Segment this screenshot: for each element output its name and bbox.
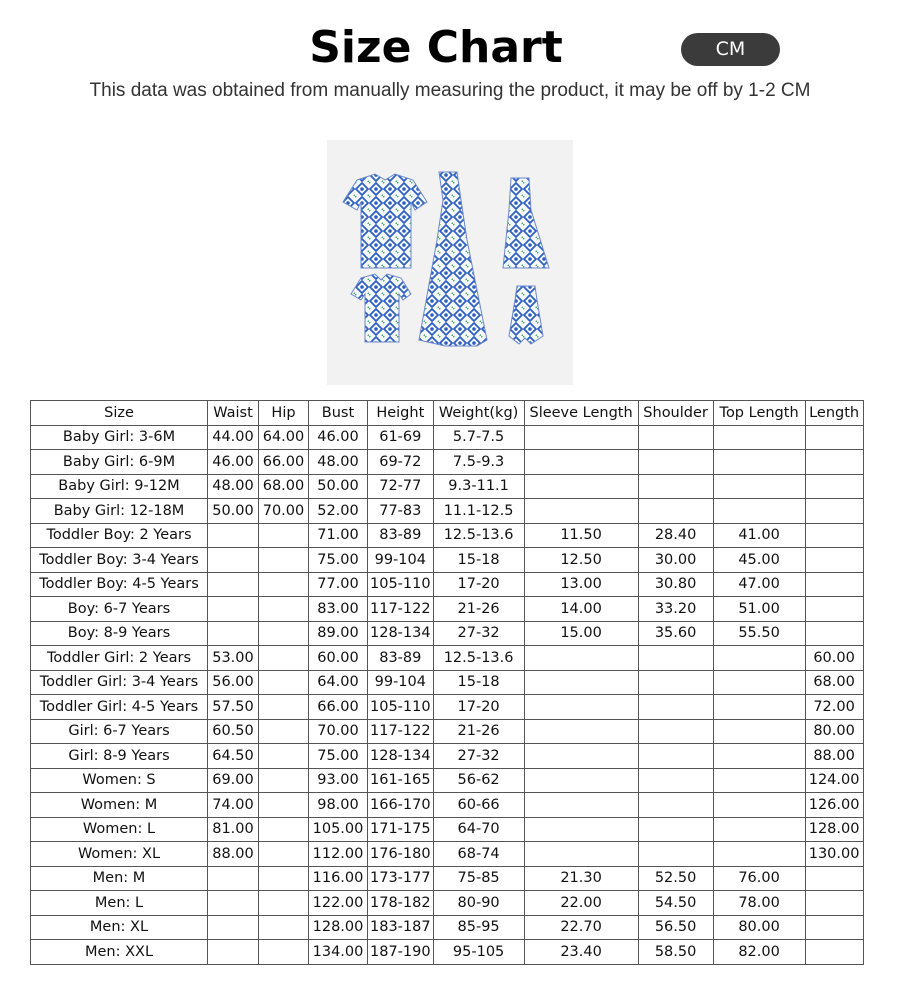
size-label-cell: Boy: 6-7 Years xyxy=(31,597,208,622)
table-cell xyxy=(524,425,638,450)
table-cell: 7.5-9.3 xyxy=(433,450,524,475)
table-cell: 60.00 xyxy=(309,646,368,671)
table-header xyxy=(31,401,864,426)
table-cell: 70.00 xyxy=(259,499,309,524)
table-cell: 105.00 xyxy=(309,817,368,842)
table-row xyxy=(31,425,864,450)
table-row xyxy=(31,891,864,916)
table-cell xyxy=(208,866,259,891)
table-cell xyxy=(638,474,713,499)
size-label-cell: Baby Girl: 3-6M xyxy=(31,425,208,450)
table-cell xyxy=(638,768,713,793)
column-header: Waist xyxy=(208,401,259,426)
table-cell xyxy=(259,891,309,916)
unit-toggle-button[interactable]: CM xyxy=(681,33,780,66)
table-cell xyxy=(259,817,309,842)
table-cell xyxy=(805,523,863,548)
table-cell xyxy=(638,719,713,744)
table-row xyxy=(31,817,864,842)
page-title: Size Chart xyxy=(309,22,563,73)
table-cell xyxy=(524,744,638,769)
table-cell: 46.00 xyxy=(208,450,259,475)
column-header: Hip xyxy=(259,401,309,426)
size-label-cell: Women: S xyxy=(31,768,208,793)
table-cell: 161-165 xyxy=(368,768,434,793)
table-cell xyxy=(259,670,309,695)
table-cell: 69-72 xyxy=(368,450,434,475)
table-cell xyxy=(805,450,863,475)
table-cell: 88.00 xyxy=(208,842,259,867)
table-cell xyxy=(713,646,805,671)
table-cell: 27-32 xyxy=(433,744,524,769)
table-cell: 44.00 xyxy=(208,425,259,450)
table-cell: 56-62 xyxy=(433,768,524,793)
table-cell: 77-83 xyxy=(368,499,434,524)
table-body xyxy=(31,425,864,964)
table-cell: 88.00 xyxy=(805,744,863,769)
table-cell: 46.00 xyxy=(309,425,368,450)
table-cell: 75-85 xyxy=(433,866,524,891)
table-cell xyxy=(208,915,259,940)
table-cell: 60.50 xyxy=(208,719,259,744)
table-cell xyxy=(208,621,259,646)
table-cell xyxy=(259,793,309,818)
size-chart-table xyxy=(30,400,864,965)
table-cell: 50.00 xyxy=(309,474,368,499)
table-cell xyxy=(713,719,805,744)
table-cell xyxy=(805,866,863,891)
table-cell: 93.00 xyxy=(309,768,368,793)
table-cell: 72-77 xyxy=(368,474,434,499)
table-cell: 15.00 xyxy=(524,621,638,646)
table-cell: 183-187 xyxy=(368,915,434,940)
size-label-cell: Toddler Girl: 3-4 Years xyxy=(31,670,208,695)
size-label-cell: Toddler Girl: 4-5 Years xyxy=(31,695,208,720)
table-cell: 116.00 xyxy=(309,866,368,891)
table-cell: 35.60 xyxy=(638,621,713,646)
table-cell xyxy=(805,891,863,916)
table-cell xyxy=(638,425,713,450)
table-cell xyxy=(805,597,863,622)
table-cell: 57.50 xyxy=(208,695,259,720)
table-cell: 76.00 xyxy=(713,866,805,891)
table-cell: 83-89 xyxy=(368,646,434,671)
table-cell: 56.50 xyxy=(638,915,713,940)
table-row xyxy=(31,695,864,720)
table-cell: 80-90 xyxy=(433,891,524,916)
table-cell: 11.50 xyxy=(524,523,638,548)
table-cell xyxy=(259,695,309,720)
table-cell xyxy=(713,425,805,450)
size-label-cell: Toddler Girl: 2 Years xyxy=(31,646,208,671)
size-label-cell: Baby Girl: 9-12M xyxy=(31,474,208,499)
table-cell: 48.00 xyxy=(208,474,259,499)
table-cell: 95-105 xyxy=(433,940,524,965)
table-cell: 50.00 xyxy=(208,499,259,524)
size-label-cell: Toddler Boy: 2 Years xyxy=(31,523,208,548)
table-cell: 171-175 xyxy=(368,817,434,842)
table-cell: 68.00 xyxy=(805,670,863,695)
table-row xyxy=(31,523,864,548)
table-row xyxy=(31,597,864,622)
size-label-cell: Girl: 6-7 Years xyxy=(31,719,208,744)
table-cell xyxy=(713,450,805,475)
table-cell: 75.00 xyxy=(309,548,368,573)
table-cell xyxy=(638,695,713,720)
table-cell xyxy=(713,817,805,842)
table-cell xyxy=(524,474,638,499)
table-cell: 117-122 xyxy=(368,597,434,622)
table-cell: 47.00 xyxy=(713,572,805,597)
table-cell xyxy=(208,891,259,916)
table-cell: 12.50 xyxy=(524,548,638,573)
table-cell: 126.00 xyxy=(805,793,863,818)
table-cell: 12.5-13.6 xyxy=(433,523,524,548)
table-cell xyxy=(638,817,713,842)
table-cell xyxy=(208,572,259,597)
table-cell xyxy=(259,621,309,646)
table-cell: 83.00 xyxy=(309,597,368,622)
table-cell xyxy=(259,915,309,940)
table-cell: 22.70 xyxy=(524,915,638,940)
column-header: Sleeve Length xyxy=(524,401,638,426)
table-cell: 60.00 xyxy=(805,646,863,671)
table-row xyxy=(31,670,864,695)
table-cell: 21-26 xyxy=(433,719,524,744)
table-cell: 33.20 xyxy=(638,597,713,622)
family-matching-outfits-image xyxy=(327,140,573,385)
table-cell xyxy=(259,940,309,965)
size-label-cell: Men: XL xyxy=(31,915,208,940)
table-cell: 82.00 xyxy=(713,940,805,965)
table-cell xyxy=(524,719,638,744)
size-label-cell: Women: L xyxy=(31,817,208,842)
column-header: Size xyxy=(31,401,208,426)
table-cell: 105-110 xyxy=(368,695,434,720)
table-cell: 14.00 xyxy=(524,597,638,622)
table-row xyxy=(31,572,864,597)
size-label-cell: Toddler Boy: 3-4 Years xyxy=(31,548,208,573)
table-row xyxy=(31,646,864,671)
table-row xyxy=(31,450,864,475)
table-cell xyxy=(713,474,805,499)
table-cell: 64-70 xyxy=(433,817,524,842)
table-row xyxy=(31,499,864,524)
size-label-cell: Men: M xyxy=(31,866,208,891)
table-cell: 60-66 xyxy=(433,793,524,818)
table-cell xyxy=(805,499,863,524)
table-cell: 124.00 xyxy=(805,768,863,793)
table-cell: 89.00 xyxy=(309,621,368,646)
table-cell: 176-180 xyxy=(368,842,434,867)
table-cell xyxy=(524,499,638,524)
table-cell: 12.5-13.6 xyxy=(433,646,524,671)
table-cell xyxy=(638,842,713,867)
table-cell: 70.00 xyxy=(309,719,368,744)
table-cell xyxy=(713,744,805,769)
table-cell xyxy=(524,646,638,671)
table-cell: 9.3-11.1 xyxy=(433,474,524,499)
table-cell: 81.00 xyxy=(208,817,259,842)
table-row xyxy=(31,768,864,793)
table-cell: 64.00 xyxy=(259,425,309,450)
table-cell xyxy=(208,940,259,965)
table-cell: 166-170 xyxy=(368,793,434,818)
table-row xyxy=(31,744,864,769)
table-cell xyxy=(259,842,309,867)
column-header: Bust xyxy=(309,401,368,426)
table-cell: 61-69 xyxy=(368,425,434,450)
table-cell: 78.00 xyxy=(713,891,805,916)
table-cell: 69.00 xyxy=(208,768,259,793)
table-cell: 117-122 xyxy=(368,719,434,744)
table-cell: 68-74 xyxy=(433,842,524,867)
table-cell xyxy=(713,793,805,818)
table-cell xyxy=(259,744,309,769)
table-cell xyxy=(259,597,309,622)
table-cell xyxy=(259,548,309,573)
table-cell: 77.00 xyxy=(309,572,368,597)
table-cell: 45.00 xyxy=(713,548,805,573)
table-cell: 52.50 xyxy=(638,866,713,891)
table-cell: 30.80 xyxy=(638,572,713,597)
table-cell: 74.00 xyxy=(208,793,259,818)
table-cell: 72.00 xyxy=(805,695,863,720)
table-cell: 15-18 xyxy=(433,670,524,695)
table-cell xyxy=(524,793,638,818)
table-cell xyxy=(638,744,713,769)
table-cell xyxy=(208,548,259,573)
table-cell: 80.00 xyxy=(805,719,863,744)
table-cell: 53.00 xyxy=(208,646,259,671)
table-cell: 112.00 xyxy=(309,842,368,867)
column-header: Shoulder xyxy=(638,401,713,426)
table-cell: 66.00 xyxy=(259,450,309,475)
table-cell: 128-134 xyxy=(368,744,434,769)
table-cell: 105-110 xyxy=(368,572,434,597)
size-label-cell: Men: XXL xyxy=(31,940,208,965)
table-row xyxy=(31,842,864,867)
table-cell: 122.00 xyxy=(309,891,368,916)
table-cell xyxy=(638,670,713,695)
table-cell: 80.00 xyxy=(713,915,805,940)
table-cell xyxy=(713,768,805,793)
size-label-cell: Baby Girl: 6-9M xyxy=(31,450,208,475)
table-cell xyxy=(259,646,309,671)
table-cell: 30.00 xyxy=(638,548,713,573)
table-cell: 23.40 xyxy=(524,940,638,965)
column-header: Height xyxy=(368,401,434,426)
table-cell xyxy=(713,842,805,867)
table-cell: 130.00 xyxy=(805,842,863,867)
table-cell xyxy=(259,866,309,891)
table-cell: 128-134 xyxy=(368,621,434,646)
table-cell: 17-20 xyxy=(433,572,524,597)
table-cell xyxy=(805,474,863,499)
table-row xyxy=(31,474,864,499)
table-cell xyxy=(805,940,863,965)
table-cell: 128.00 xyxy=(309,915,368,940)
table-cell: 54.50 xyxy=(638,891,713,916)
table-cell: 68.00 xyxy=(259,474,309,499)
table-cell xyxy=(259,572,309,597)
table-cell: 56.00 xyxy=(208,670,259,695)
table-cell: 99-104 xyxy=(368,548,434,573)
table-cell xyxy=(805,548,863,573)
size-label-cell: Toddler Boy: 4-5 Years xyxy=(31,572,208,597)
table-cell: 21-26 xyxy=(433,597,524,622)
table-cell: 83-89 xyxy=(368,523,434,548)
column-header: Top Length xyxy=(713,401,805,426)
table-cell: 58.50 xyxy=(638,940,713,965)
table-cell: 55.50 xyxy=(713,621,805,646)
size-label-cell: Baby Girl: 12-18M xyxy=(31,499,208,524)
size-label-cell: Women: XL xyxy=(31,842,208,867)
table-cell: 64.00 xyxy=(309,670,368,695)
table-cell xyxy=(638,793,713,818)
table-row xyxy=(31,793,864,818)
table-cell xyxy=(638,450,713,475)
table-row xyxy=(31,915,864,940)
size-label-cell: Boy: 8-9 Years xyxy=(31,621,208,646)
table-cell xyxy=(524,817,638,842)
table-cell xyxy=(713,499,805,524)
table-cell xyxy=(524,450,638,475)
table-cell xyxy=(638,499,713,524)
size-label-cell: Girl: 8-9 Years xyxy=(31,744,208,769)
table-cell: 48.00 xyxy=(309,450,368,475)
table-row xyxy=(31,621,864,646)
table-cell xyxy=(259,768,309,793)
table-cell xyxy=(524,670,638,695)
table-cell: 41.00 xyxy=(713,523,805,548)
table-cell: 5.7-7.5 xyxy=(433,425,524,450)
table-cell: 52.00 xyxy=(309,499,368,524)
table-cell: 27-32 xyxy=(433,621,524,646)
table-cell xyxy=(713,695,805,720)
table-cell: 187-190 xyxy=(368,940,434,965)
measurement-disclaimer: This data was obtained from manually measuring the product, it may be off by 1-2 CM xyxy=(89,80,811,101)
table-cell xyxy=(524,842,638,867)
table-cell xyxy=(524,768,638,793)
size-label-cell: Men: L xyxy=(31,891,208,916)
table-cell: 85-95 xyxy=(433,915,524,940)
table-cell: 64.50 xyxy=(208,744,259,769)
size-label-cell: Women: M xyxy=(31,793,208,818)
table-cell xyxy=(208,597,259,622)
table-row xyxy=(31,548,864,573)
column-header: Length xyxy=(805,401,863,426)
table-cell: 178-182 xyxy=(368,891,434,916)
table-cell: 22.00 xyxy=(524,891,638,916)
table-cell xyxy=(638,646,713,671)
table-cell xyxy=(805,425,863,450)
table-row xyxy=(31,940,864,965)
table-cell xyxy=(259,719,309,744)
table-cell xyxy=(713,670,805,695)
table-cell: 99-104 xyxy=(368,670,434,695)
table-cell: 71.00 xyxy=(309,523,368,548)
table-cell xyxy=(805,621,863,646)
table-cell xyxy=(524,695,638,720)
table-cell xyxy=(208,523,259,548)
table-cell: 15-18 xyxy=(433,548,524,573)
table-cell: 17-20 xyxy=(433,695,524,720)
table-cell: 28.40 xyxy=(638,523,713,548)
table-row xyxy=(31,719,864,744)
table-cell: 66.00 xyxy=(309,695,368,720)
table-cell: 134.00 xyxy=(309,940,368,965)
column-header: Weight(kg) xyxy=(433,401,524,426)
table-row xyxy=(31,866,864,891)
table-cell: 173-177 xyxy=(368,866,434,891)
table-cell: 128.00 xyxy=(805,817,863,842)
table-cell: 51.00 xyxy=(713,597,805,622)
table-cell: 11.1-12.5 xyxy=(433,499,524,524)
table-cell: 98.00 xyxy=(309,793,368,818)
table-cell xyxy=(805,915,863,940)
table-cell xyxy=(805,572,863,597)
table-cell: 21.30 xyxy=(524,866,638,891)
table-cell: 75.00 xyxy=(309,744,368,769)
table-cell: 13.00 xyxy=(524,572,638,597)
table-cell xyxy=(259,523,309,548)
